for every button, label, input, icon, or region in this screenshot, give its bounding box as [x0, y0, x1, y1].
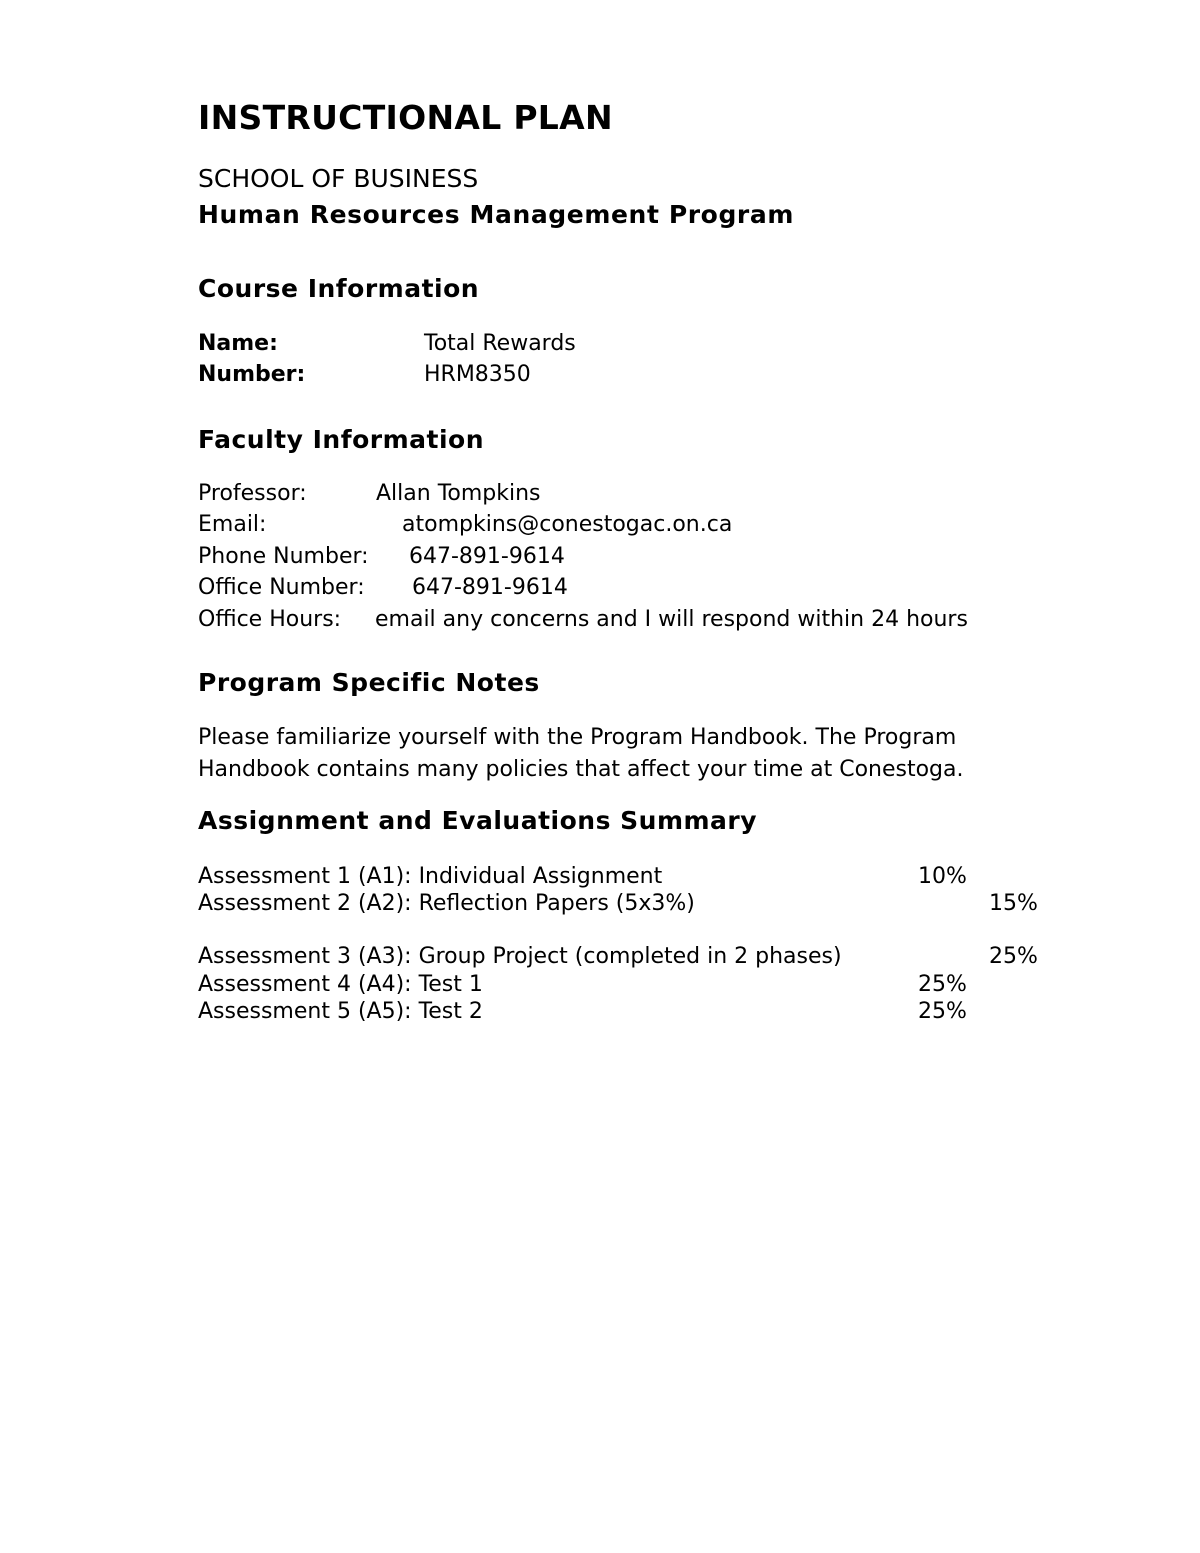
- phone-value: 647-891-9614: [409, 544, 565, 569]
- program-notes-line-2: Handbook contains many policies that affect your time at Conestoga.: [198, 757, 964, 782]
- phone-label: Phone Number:: [198, 544, 369, 569]
- professor-value: Allan Tompkins: [376, 481, 541, 506]
- program-notes-heading: Program Specific Notes: [198, 668, 540, 697]
- assessment-3-weight: 25%: [989, 944, 1038, 969]
- office-hours-value: email any concerns and I will respond within 24 hours: [375, 607, 968, 632]
- assessment-2-weight: 15%: [989, 891, 1038, 916]
- assessment-3-label: Assessment 3 (A3): Group Project (completed in 2 phases): [198, 944, 842, 969]
- assessment-4-weight: 25%: [918, 972, 967, 997]
- program-name: Human Resources Management Program: [198, 200, 794, 229]
- assessments-heading: Assignment and Evaluations Summary: [198, 806, 758, 835]
- office-number-value: 647-891-9614: [412, 575, 568, 600]
- assessment-2-label: Assessment 2 (A2): Reflection Papers (5x3%): [198, 891, 695, 916]
- school-name: SCHOOL OF BUSINESS: [198, 164, 479, 193]
- course-number-label: Number:: [198, 362, 306, 387]
- faculty-info-heading: Faculty Information: [198, 425, 485, 454]
- assessment-1-weight: 10%: [918, 864, 967, 889]
- email-label: Email:: [198, 512, 267, 537]
- assessment-4-label: Assessment 4 (A4): Test 1: [198, 972, 483, 997]
- assessment-5-weight: 25%: [918, 999, 967, 1024]
- course-name-value: Total Rewards: [424, 331, 576, 356]
- course-info-heading: Course Information: [198, 274, 480, 303]
- office-hours-label: Office Hours:: [198, 607, 342, 632]
- document-title: INSTRUCTIONAL PLAN: [198, 98, 613, 137]
- course-name-label: Name:: [198, 331, 278, 356]
- professor-label: Professor:: [198, 481, 307, 506]
- assessment-1-label: Assessment 1 (A1): Individual Assignment: [198, 864, 663, 889]
- course-number-value: HRM8350: [424, 362, 531, 387]
- email-value: atompkins@conestogac.on.ca: [402, 512, 733, 537]
- assessment-5-label: Assessment 5 (A5): Test 2: [198, 999, 483, 1024]
- office-number-label: Office Number:: [198, 575, 365, 600]
- program-notes-line-1: Please familiarize yourself with the Program Handbook. The Program: [198, 725, 957, 750]
